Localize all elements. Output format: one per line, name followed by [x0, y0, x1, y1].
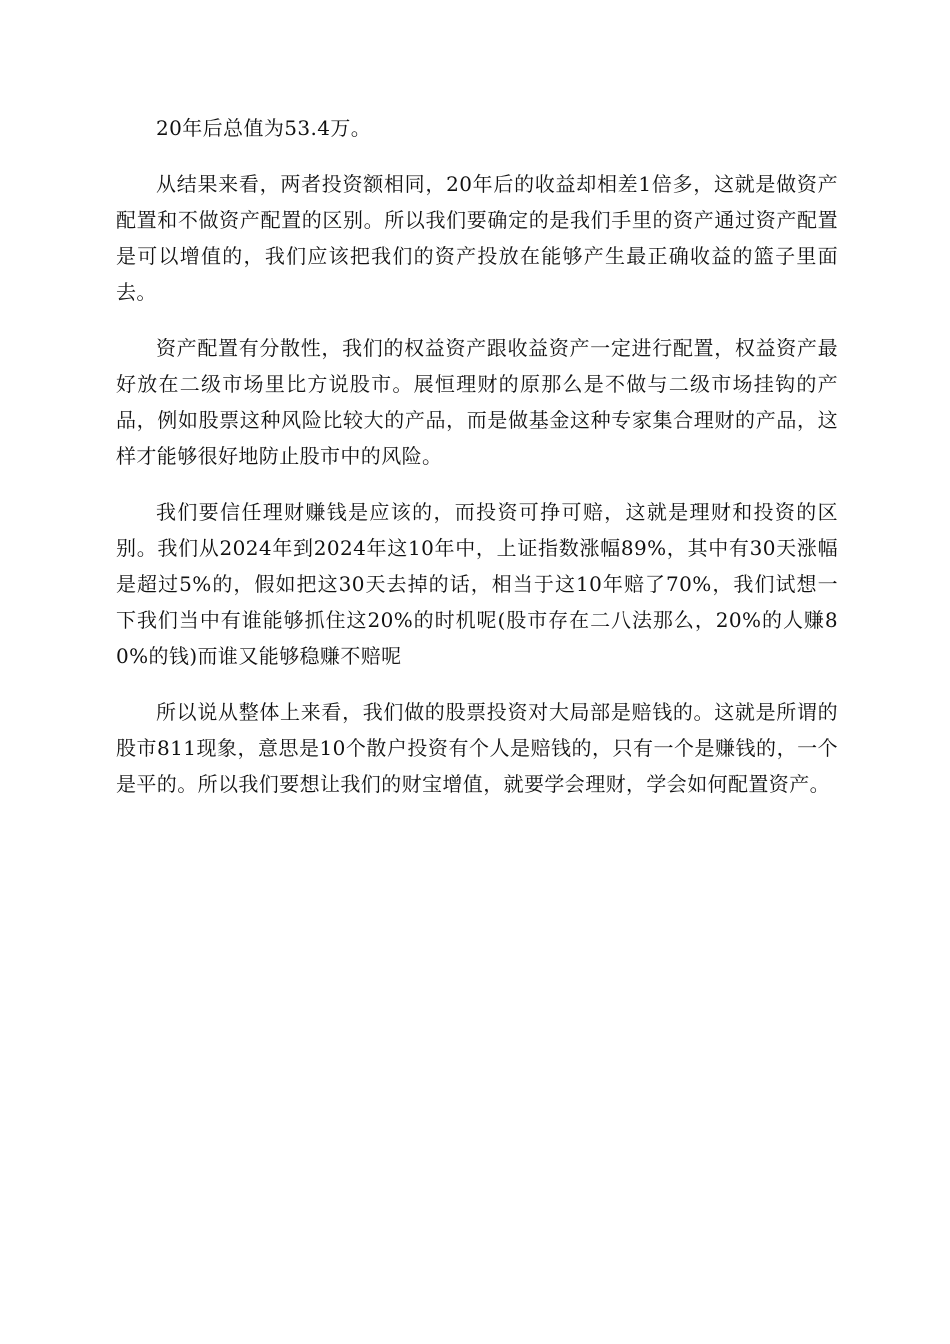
paragraph-allocation-comparison: 从结果来看，两者投资额相同，20年后的收益却相差1倍多，这就是做资产配置和不做资产配置的区别。所以我们要确定的是我们手里的资产通过资产配置是可以增值的，我们应该把我们的资产投放在能够产生最正确收益的篮子里面去。 [116, 172, 838, 304]
document-body [116, 110, 838, 822]
paragraph-diversification: 资产配置有分散性，我们的权益资产跟收益资产一定进行配置，权益资产最好放在二级市场里比方说股市。展恒理财的原那么是不做与二级市场挂钩的产品，例如股票这种风险比较大的产品，而是做基金这种专家集合理财的产品，这样才能够很好地防止股市中的风险。 [116, 336, 838, 468]
paragraph-finance-vs-investment: 我们要信任理财赚钱是应该的，而投资可挣可赔，这就是理财和投资的区别。我们从2024年到2024年这10年中，上证指数涨幅89%，其中有30天涨幅是超过5%的，假如把这30天去掉的话，相当于这10年赔了70%，我们试想一下我们当中有谁能够抓住这20%的时机呢(股市存在二八法那么，20%的人赚80%的钱)而谁又能够稳赚不赔呢 [116, 500, 838, 668]
paragraph-conclusion: 所以说从整体上来看，我们做的股票投资对大局部是赔钱的。这就是所谓的股市811现象，意思是10个散户投资有个人是赔钱的，只有一个是赚钱的，一个是平的。所以我们要想让我们的财宝增值，就要学会理财，学会如何配置资产。 [116, 700, 838, 796]
paragraph-total-value: 20年后总值为53.4万。 [156, 116, 372, 140]
